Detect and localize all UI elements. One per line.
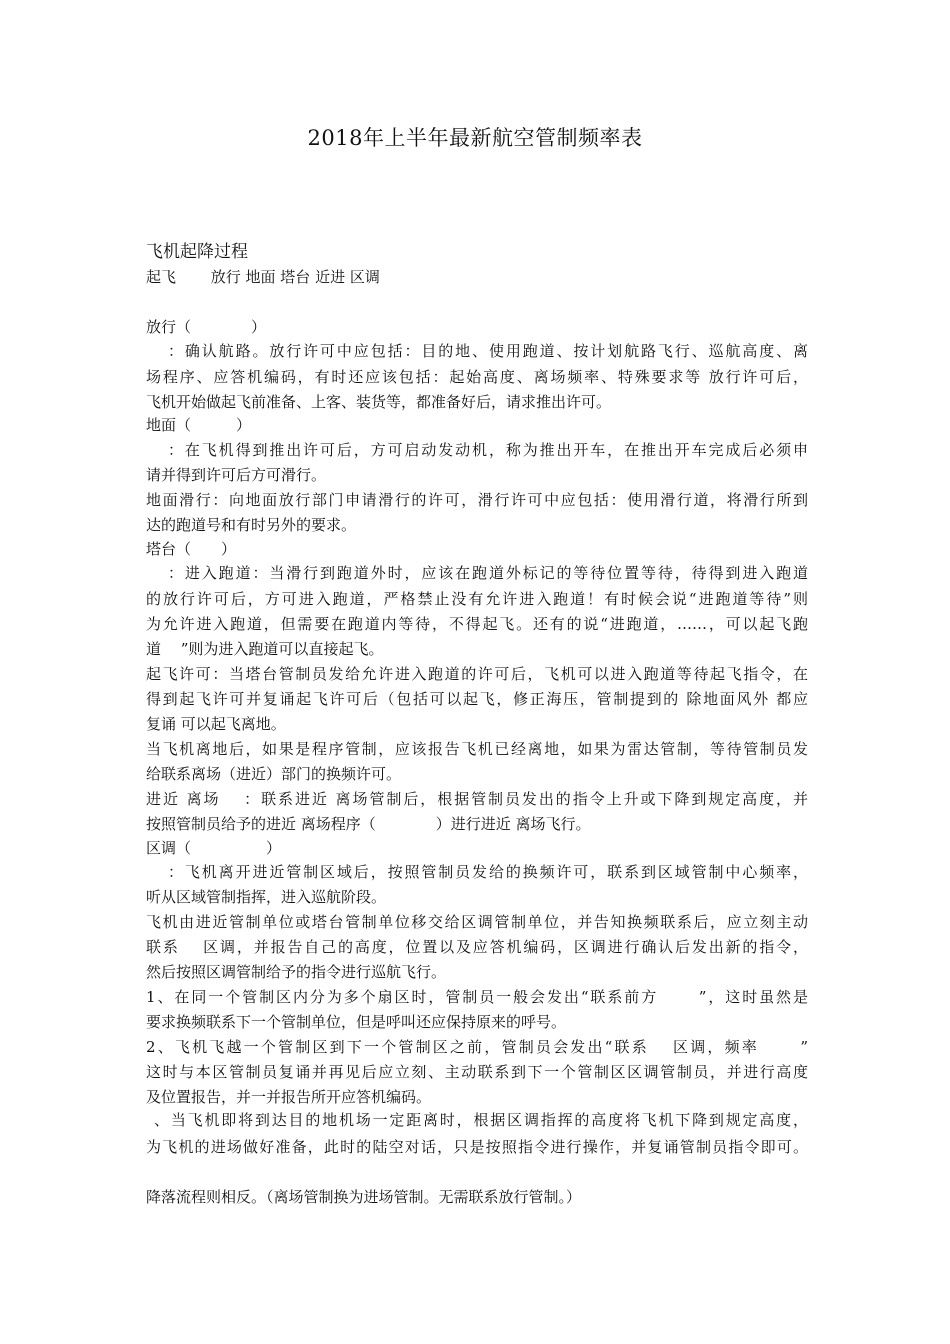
text-line: 放行（ ） [146, 318, 267, 336]
text-line: 复诵 可以起飞离地。 [146, 715, 286, 733]
text-line: 飞机由进近管制单位或塔台管制单位移交给区调管制单位，并告知换频联系后，应立刻主动 [146, 913, 808, 931]
text-line: 得到起飞许可并复诵起飞许可后（包括可以起飞，修正海压，管制提到的 除地面风外 都应 [146, 690, 808, 708]
text-line: 道 ”则为进入跑道可以直接起飞。 [146, 640, 384, 658]
text-line: ：确认航路。放行许可中应包括：目的地、使用跑道、按计划航路飞行、巡航高度、离 [168, 342, 808, 360]
text-line: 地面滑行：向地面放行部门申请滑行的许可，滑行许可中应包括：使用滑行道，将滑行所到 [146, 491, 808, 509]
text-line: ：在飞机得到推出许可后，方可启动发动机，称为推出开车，在推出开车完成后必须申 [168, 441, 808, 459]
text-line: 达的跑道号和有时另外的要求。 [146, 516, 357, 534]
text-line: 然后按照区调管制给予的指令进行巡航飞行。 [146, 963, 447, 981]
text-line: 这时与本区管制员复诵并再见后应立刻、主动联系到下一个管制区区调管制员，并进行高度 [146, 1063, 808, 1081]
text-line: 降落流程则相反。（离场管制换为进场管制。无需联系放行管制。） [146, 1188, 582, 1206]
text-line: 的放行许可后，方可进入跑道，严格禁止没有允许进入跑道！有时候会说“进跑道等待”则 [146, 590, 808, 608]
text-line: 起飞 放行 地面 塔台 近进 区调 [146, 268, 380, 286]
text-line: 要求换频联系下一个管制单位，但是呼叫还应保持原来的呼号。 [146, 1013, 567, 1031]
text-line: 地面（ ） [146, 416, 252, 434]
section-heading: 飞机起降过程 [146, 242, 248, 262]
text-line: 为允许进入跑道，但需要在跑道内等待，不得起飞。还有的说“进跑道，……，可以起飞跑 [146, 615, 808, 633]
text-line: 、当飞机即将到达目的地机场一定距离时，根据区调指挥的高度将飞机下降到规定高度， [154, 1111, 808, 1129]
text-line: 为飞机的进场做好准备，此时的陆空对话，只是按照指令进行操作，并复诵管制员指令即可。 [146, 1138, 808, 1156]
text-line: 当飞机离地后，如果是程序管制，应该报告飞机已经离地，如果为雷达管制，等待管制员发 [146, 740, 808, 758]
text-line: 进近 离场 ：联系进近 离场管制后，根据管制员发出的指令上升或下降到规定高度，并 [146, 790, 808, 808]
text-line: 听从区域管制指挥，进入巡航阶段。 [146, 888, 387, 906]
text-line: 及位置报告，并一并报告所开应答机编码。 [146, 1088, 432, 1106]
text-line: 起飞许可：当塔台管制员发给允许进入跑道的许可后，飞机可以进入跑道等待起飞指令，在 [146, 665, 808, 683]
text-line: ：飞机离开进近管制区域后，按照管制员发给的换频许可，联系到区域管制中心频率， [168, 863, 808, 881]
document-title: 2018年上半年最新航空管制频率表 [307, 126, 643, 150]
text-line: 区调（ ） [146, 839, 282, 857]
text-line: ：进入跑道：当滑行到跑道外时，应该在跑道外标记的等待位置等待，待得到进入跑道 [168, 564, 808, 582]
text-line: 联系 区调，并报告自己的高度，位置以及应答机编码，区调进行确认后发出新的指令， [146, 938, 808, 956]
text-line: 塔台（ ） [146, 540, 237, 558]
text-line: 场程序、应答机编码，有时还应该包括：起始高度、离场频率、特殊要求等 放行许可后， [146, 368, 808, 386]
text-line: 飞机开始做起飞前准备、上客、装货等，都准备好后，请求推出许可。 [146, 393, 612, 411]
text-line: 给联系离场（进近）部门的换频许可。 [146, 765, 402, 783]
text-line: 2、飞机飞越一个管制区到下一个管制区之前，管制员会发出“联系 区调，频率 ” [146, 1038, 808, 1056]
text-line: 1、在同一个管制区内分为多个扇区时，管制员一般会发出“联系前方 ”，这时虽然是 [146, 988, 808, 1006]
text-line: 按照管制员给予的进近 离场程序（ ）进行进近 离场飞行。 [146, 815, 591, 833]
text-line: 请并得到许可后方可滑行。 [146, 466, 327, 484]
